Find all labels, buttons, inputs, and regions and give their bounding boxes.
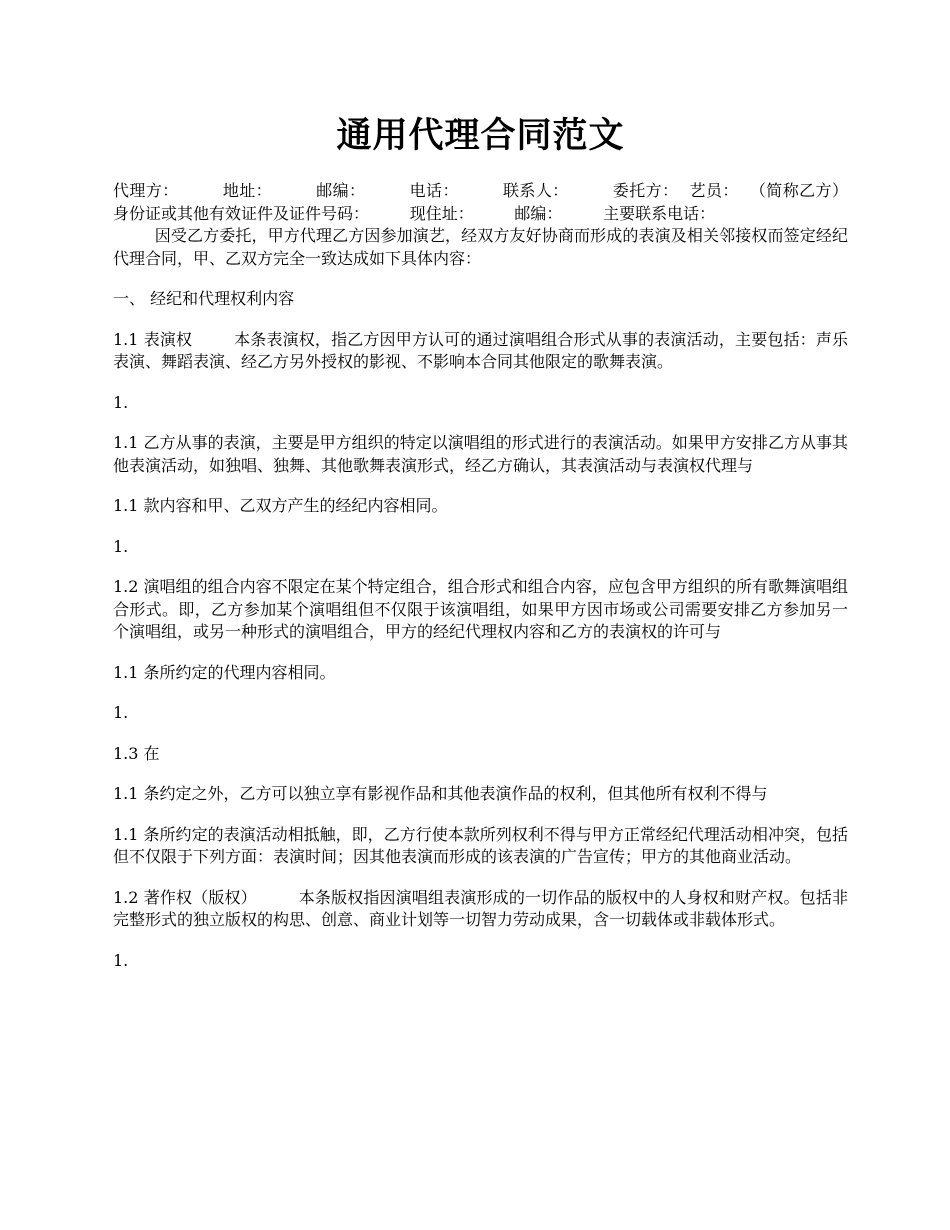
- preamble: 因受乙方委托，甲方代理乙方因参加演艺，经双方友好协商而形成的表演及相关邻接权而签定经纪代理合同，甲、乙双方完全一致达成如下具体内容：: [113, 226, 848, 268]
- clause-text: 1.1 条所约定的代理内容相同。: [113, 662, 336, 682]
- clause-text: 1.3 在: [113, 743, 160, 763]
- document-page: [113, 110, 889, 990]
- clause-text: 1.1 条所约定的表演活动相抵触，即，乙方行使本款所列权利不得与甲方正常经纪代理活动相冲突，包括但不仅限于下列方面：表演时间；因其他表演而形成的该表演的广告宣传；甲方的其他商业活动。: [113, 824, 848, 866]
- clause-text: 1.1 乙方从事的表演，主要是甲方组织的特定以演唱组的形式进行的表演活动。如果甲方安排乙方从事其他表演活动，如独唱、独舞、其他歌舞表演形式，经乙方确认，其表演活动与表演权代理与: [113, 433, 848, 475]
- clause-number: 1.: [113, 536, 129, 556]
- section-heading: 一、 经纪和代理权利内容: [113, 289, 295, 308]
- clause-number: 1.: [113, 950, 129, 970]
- clause-text: 1.1 款内容和甲、乙双方产生的经纪内容相同。: [113, 496, 448, 515]
- clause-copyright: 1.2 著作权（版权） 本条版权指因演唱组表演形成的一切作品的版权中的人身权和财产权。包括非完整形式的独立版权的构思、创意、商业计划等一切智力劳动成果，含一切载体或非载体形式。: [113, 887, 848, 929]
- clause-number: 1.: [113, 392, 129, 412]
- clause-performance-right: 1.1 表演权 本条表演权，指乙方因甲方认可的通过演唱组合形式从事的表演活动，主要包括：声乐表演、舞蹈表演、经乙方另外授权的影视、不影响本合同其他限定的歌舞表演。: [113, 329, 848, 371]
- parties-info: 代理方： 地址： 邮编： 电话： 联系人： 委托方： 艺员： （简称乙方） 身份证或其他有效证件及证件号码： 现住址： 邮编： 主要联系电话：: [113, 181, 889, 223]
- clause-number: 1.: [113, 703, 129, 722]
- clause-text: 1.1 条约定之外，乙方可以独立享有影视作品和其他表演作品的权利，但其他所有权利不得与: [113, 784, 768, 803]
- document-title: 通用代理合同范文: [336, 115, 625, 156]
- clause-text: 1.2 演唱组的组合内容不限定在某个特定组合，组合形式和组合内容，应包含甲方组织的所有歌舞演唱组合形式。即，乙方参加某个演唱组但不仅限于该演唱组，如果甲方因市场或公司需要安排乙方参加另一个演唱组，或另一种形式的演唱组合，甲方的经纪代理权内容和乙方的表演权的许可与: [113, 577, 848, 641]
